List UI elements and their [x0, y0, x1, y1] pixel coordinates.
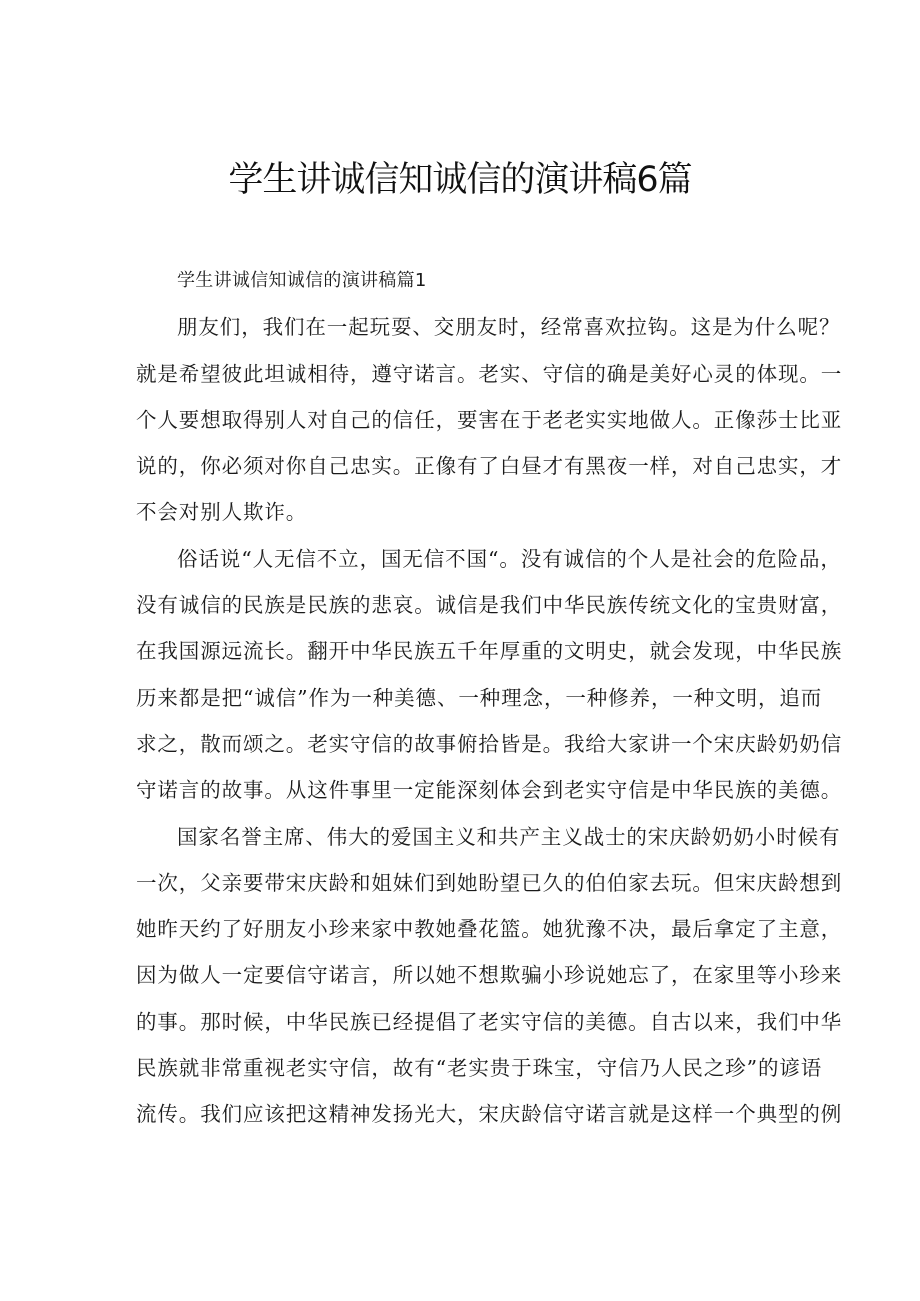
document-body [136, 258, 843, 1138]
paragraph-line: 历来都是把“诚信”作为一种美德、一种理念，一种修养，一种文明，追而 [136, 685, 823, 710]
paragraph-line: 她昨天约了好朋友小珍来家中教她叠花篮。她犹豫不决，最后拿定了主意， [136, 917, 843, 942]
paragraph-line: 国家名誉主席、伟大的爱国主义和共产主义战士的宋庆龄奶奶小时候有 [177, 824, 841, 849]
paragraph-line: 就是希望彼此坦诚相待，遵守诺言。老实、守信的确是美好心灵的体现。一 [136, 361, 843, 386]
document-title: 学生讲诚信知诚信的演讲稿6篇 [228, 160, 692, 200]
paragraph-line: 守诺言的故事。从这件事里一定能深刻体会到老实守信是中华民族的美德。 [136, 778, 843, 803]
paragraph-line: 在我国源远流长。翻开中华民族五千年厚重的文明史，就会发现，中华民族 [136, 639, 843, 664]
paragraph-line: 因为做人一定要信守诺言，所以她不想欺骗小珍说她忘了，在家里等小珍来 [136, 963, 843, 988]
paragraph-line: 个人要想取得别人对自己的信任，要害在于老老实实地做人。正像莎士比亚 [136, 407, 843, 432]
paragraph-line: 俗话说“人无信不立，国无信不国“。没有诚信的个人是社会的危险品， [177, 546, 842, 571]
paragraph-line: 不会对别人欺诈。 [136, 500, 308, 525]
paragraph-1 [136, 304, 843, 535]
paragraph-line: 流传。我们应该把这精神发扬光大，宋庆龄信守诺言就是这样一个典型的例 [136, 1102, 843, 1127]
paragraph-2 [136, 536, 843, 814]
paragraph-line: 民族就非常重视老实守信，故有“老实贵于珠宝，守信乃人民之珍”的谚语 [136, 1056, 823, 1081]
paragraph-line: 朋友们，我们在一起玩耍、交朋友时，经常喜欢拉钩。这是为什么呢？ [177, 315, 841, 340]
paragraph-line: 说的，你必须对你自己忠实。正像有了白昼才有黑夜一样，对自己忠实，才 [136, 454, 843, 479]
paragraph-line: 没有诚信的民族是民族的悲哀。诚信是我们中华民族传统文化的宝贵财富， [136, 593, 843, 618]
paragraph-3 [136, 814, 843, 1138]
paragraph-line: 求之，散而颂之。老实守信的故事俯拾皆是。我给大家讲一个宋庆龄奶奶信 [136, 731, 843, 756]
section-heading: 学生讲诚信知诚信的演讲稿篇1 [177, 270, 427, 291]
paragraph-line: 一次，父亲要带宋庆龄和姐妹们到她盼望已久的伯伯家去玩。但宋庆龄想到 [136, 870, 843, 895]
paragraph-line: 的事。那时候，中华民族已经提倡了老实守信的美德。自古以来，我们中华 [136, 1009, 843, 1034]
